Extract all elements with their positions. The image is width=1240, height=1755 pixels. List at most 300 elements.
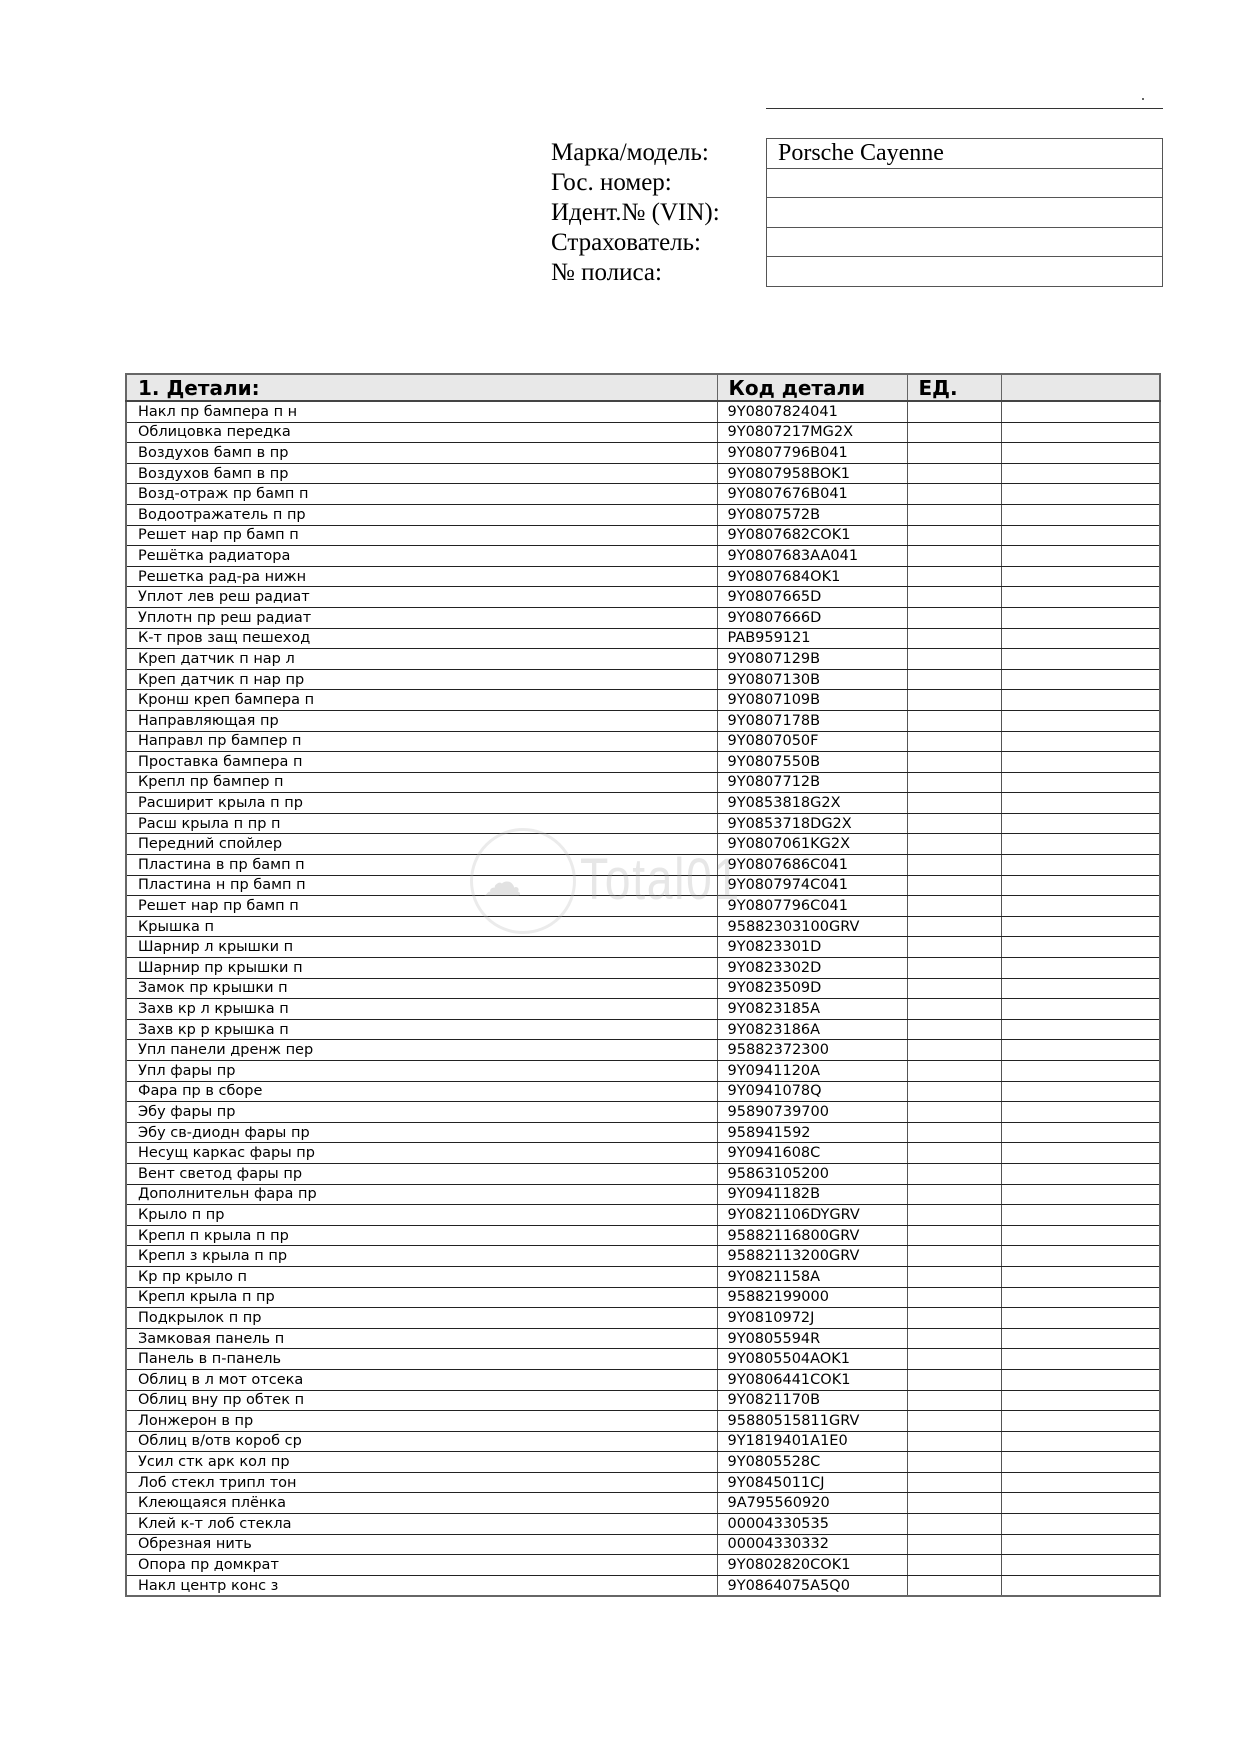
unit-cell[interactable] [907,1287,1001,1308]
part-name-cell: Фара пр в сборе [126,1081,717,1102]
extra-cell[interactable] [1001,587,1160,608]
unit-cell[interactable] [907,463,1001,484]
unit-cell[interactable] [907,772,1001,793]
unit-cell[interactable] [907,1061,1001,1082]
part-name-cell: Упл фары пр [126,1061,717,1082]
table-row [126,772,1160,793]
part-code-cell: 95882116800GRV [717,1225,907,1246]
header-rule [766,108,1163,109]
unit-cell[interactable] [907,1205,1001,1226]
part-code-cell: 9Y0807684OK1 [717,566,907,587]
part-name-cell: Возд-отраж пр бамп п [126,484,717,505]
extra-cell[interactable] [1001,1246,1160,1267]
column-header-extra [1001,374,1160,401]
extra-cell[interactable] [1001,690,1160,711]
part-code-cell: 95882113200GRV [717,1246,907,1267]
part-code-cell: 9Y0807572B [717,504,907,525]
unit-cell[interactable] [907,443,1001,464]
extra-cell[interactable] [1001,1390,1160,1411]
table-row [126,1431,1160,1452]
table-row [126,896,1160,917]
table-row [126,916,1160,937]
extra-cell[interactable] [1001,1555,1160,1576]
label-make-model: Марка/модель: [551,139,709,166]
unit-cell[interactable] [907,1040,1001,1061]
extra-cell[interactable] [1001,1102,1160,1123]
cloud-logo-icon: ☁ [482,860,522,906]
table-row [126,525,1160,546]
table-row [126,484,1160,505]
extra-cell[interactable] [1001,937,1160,958]
extra-cell[interactable] [1001,1431,1160,1452]
extra-cell[interactable] [1001,978,1160,999]
unit-cell[interactable] [907,1575,1001,1596]
part-code-cell: 9Y0807676B041 [717,484,907,505]
unit-cell[interactable] [907,649,1001,670]
table-row [126,1534,1160,1555]
part-name-cell: Крепл пр бампер п [126,772,717,793]
part-name-cell: Пластина в пр бамп п [126,855,717,876]
unit-cell[interactable] [907,1081,1001,1102]
unit-cell[interactable] [907,587,1001,608]
unit-cell[interactable] [907,1514,1001,1535]
table-row [126,1246,1160,1267]
unit-cell[interactable] [907,752,1001,773]
part-code-cell: 9Y0853718DG2X [717,813,907,834]
part-name-cell: Расш крыла п пр п [126,813,717,834]
part-code-cell: 9Y0807129B [717,649,907,670]
unit-cell[interactable] [907,1555,1001,1576]
table-row [126,1266,1160,1287]
unit-cell[interactable] [907,1102,1001,1123]
extra-cell[interactable] [1001,1349,1160,1370]
extra-cell[interactable] [1001,1514,1160,1535]
part-name-cell: Крышка п [126,916,717,937]
part-name-cell: Проставка бампера п [126,752,717,773]
unit-cell[interactable] [907,566,1001,587]
extra-cell[interactable] [1001,855,1160,876]
unit-cell[interactable] [907,1184,1001,1205]
part-code-cell: 9Y0864075A5Q0 [717,1575,907,1596]
part-name-cell: Крепл крыла п пр [126,1287,717,1308]
extra-cell[interactable] [1001,422,1160,443]
unit-cell[interactable] [907,1266,1001,1287]
extra-cell[interactable] [1001,1534,1160,1555]
extra-cell[interactable] [1001,463,1160,484]
extra-cell[interactable] [1001,1472,1160,1493]
part-name-cell: Уплотн пр реш радиат [126,607,717,628]
unit-cell[interactable] [907,958,1001,979]
unit-cell[interactable] [907,504,1001,525]
column-header-unit: ЕД. [907,374,1001,401]
table-row [126,1205,1160,1226]
table-row [126,834,1160,855]
extra-cell[interactable] [1001,443,1160,464]
part-name-cell: Решет нар пр бамп п [126,896,717,917]
unit-cell[interactable] [907,1349,1001,1370]
unit-cell[interactable] [907,1472,1001,1493]
part-name-cell: Клеющаяся плёнка [126,1493,717,1514]
part-name-cell: Замковая панель п [126,1328,717,1349]
table-row [126,1225,1160,1246]
part-name-cell: Захв кр р крышка п [126,1019,717,1040]
unit-cell[interactable] [907,855,1001,876]
extra-cell[interactable] [1001,1205,1160,1226]
part-code-cell: 9Y0805594R [717,1328,907,1349]
extra-cell[interactable] [1001,710,1160,731]
column-header-part-code: Код детали [717,374,907,401]
table-row [126,401,1160,422]
part-code-cell: 9Y0807550B [717,752,907,773]
part-code-cell: 9Y1819401A1E0 [717,1431,907,1452]
unit-cell[interactable] [907,1369,1001,1390]
extra-cell[interactable] [1001,504,1160,525]
table-row [126,1328,1160,1349]
extra-cell[interactable] [1001,607,1160,628]
table-row [126,710,1160,731]
field-make-model[interactable]: Porsche Cayenne [767,139,1162,169]
extra-cell[interactable] [1001,1575,1160,1596]
unit-cell[interactable] [907,1493,1001,1514]
extra-cell[interactable] [1001,772,1160,793]
extra-cell[interactable] [1001,896,1160,917]
part-code-cell: 9Y0807178B [717,710,907,731]
unit-cell[interactable] [907,1308,1001,1329]
table-row [126,1472,1160,1493]
unit-cell[interactable] [907,1534,1001,1555]
extra-cell[interactable] [1001,1081,1160,1102]
part-name-cell: Облиц вну пр обтек п [126,1390,717,1411]
unit-cell[interactable] [907,834,1001,855]
part-code-cell: 9Y0941078Q [717,1081,907,1102]
unit-cell[interactable] [907,1019,1001,1040]
extra-cell[interactable] [1001,525,1160,546]
unit-cell[interactable] [907,1246,1001,1267]
unit-cell[interactable] [907,999,1001,1020]
extra-cell[interactable] [1001,1040,1160,1061]
header-dot-mark [1142,98,1144,100]
part-code-cell: 9Y0823302D [717,958,907,979]
part-name-cell: Креп датчик п нар пр [126,669,717,690]
table-row [126,1102,1160,1123]
part-code-cell: 95882372300 [717,1040,907,1061]
extra-cell[interactable] [1001,916,1160,937]
extra-cell[interactable] [1001,793,1160,814]
table-row [126,937,1160,958]
part-name-cell: Направляющая пр [126,710,717,731]
part-code-cell: 9Y0823509D [717,978,907,999]
part-code-cell: PAB959121 [717,628,907,649]
table-row [126,546,1160,567]
table-row [126,422,1160,443]
table-header-row [126,374,1160,401]
unit-cell[interactable] [907,690,1001,711]
part-code-cell: 00004330535 [717,1514,907,1535]
extra-cell[interactable] [1001,546,1160,567]
part-code-cell: 9Y0807712B [717,772,907,793]
part-name-cell: Решётка радиатора [126,546,717,567]
part-code-cell: 9Y0805504AOK1 [717,1349,907,1370]
part-name-cell: Направл пр бампер п [126,731,717,752]
extra-cell[interactable] [1001,731,1160,752]
unit-cell[interactable] [907,896,1001,917]
table-row [126,463,1160,484]
part-name-cell: Решетка рад-ра нижн [126,566,717,587]
extra-cell[interactable] [1001,1061,1160,1082]
part-code-cell: 9Y0821106DYGRV [717,1205,907,1226]
table-row [126,1514,1160,1535]
table-row [126,1493,1160,1514]
unit-cell[interactable] [907,875,1001,896]
part-name-cell: Облиц в л мот отсека [126,1369,717,1390]
unit-cell[interactable] [907,607,1001,628]
part-name-cell: Облицовка передка [126,422,717,443]
part-name-cell: Накл центр конс з [126,1575,717,1596]
part-name-cell: Лоб стекл трипл тон [126,1472,717,1493]
unit-cell[interactable] [907,710,1001,731]
part-name-cell: К-т пров защ пешеход [126,628,717,649]
extra-cell[interactable] [1001,669,1160,690]
part-code-cell: 9Y0807796B041 [717,443,907,464]
unit-cell[interactable] [907,669,1001,690]
table-row [126,1555,1160,1576]
extra-cell[interactable] [1001,1411,1160,1432]
unit-cell[interactable] [907,731,1001,752]
table-row [126,669,1160,690]
part-name-cell: Кронш креп бампера п [126,690,717,711]
label-plate-number: Гос. номер: [551,169,672,196]
part-name-cell: Пластина н пр бамп п [126,875,717,896]
unit-cell[interactable] [907,1163,1001,1184]
table-row [126,855,1160,876]
part-code-cell: 9Y0941608C [717,1143,907,1164]
unit-cell[interactable] [907,546,1001,567]
extra-cell[interactable] [1001,1019,1160,1040]
table-row [126,813,1160,834]
part-name-cell: Креп датчик п нар л [126,649,717,670]
part-name-cell: Передний спойлер [126,834,717,855]
column-header-parts: 1. Детали: [126,374,717,401]
extra-cell[interactable] [1001,999,1160,1020]
part-name-cell: Уплот лев реш радиат [126,587,717,608]
table-row [126,1184,1160,1205]
unit-cell[interactable] [907,1411,1001,1432]
extra-cell[interactable] [1001,484,1160,505]
part-code-cell: 95890739700 [717,1102,907,1123]
field-policy-number[interactable] [767,257,1162,287]
part-name-cell: Облиц в/отв короб ср [126,1431,717,1452]
part-name-cell: Захв кр л крышка п [126,999,717,1020]
part-code-cell: 9Y0807682COK1 [717,525,907,546]
part-code-cell: 9Y0807061KG2X [717,834,907,855]
table-row [126,443,1160,464]
unit-cell[interactable] [907,813,1001,834]
part-name-cell: Подкрылок п пр [126,1308,717,1329]
table-row [126,1019,1160,1040]
extra-cell[interactable] [1001,1266,1160,1287]
unit-cell[interactable] [907,1225,1001,1246]
extra-cell[interactable] [1001,875,1160,896]
extra-cell[interactable] [1001,628,1160,649]
table-row [126,1163,1160,1184]
unit-cell[interactable] [907,1452,1001,1473]
unit-cell[interactable] [907,1122,1001,1143]
part-name-cell: Вент светод фары пр [126,1163,717,1184]
field-plate-number[interactable] [767,169,1162,199]
watermark-text: Total01 [580,847,741,912]
table-row [126,752,1160,773]
vehicle-fields [766,138,1163,287]
part-name-cell: Обрезная нить [126,1534,717,1555]
part-code-cell: 9Y0807130B [717,669,907,690]
part-code-cell: 9Y0845011CJ [717,1472,907,1493]
part-code-cell: 9Y0821158A [717,1266,907,1287]
part-code-cell: 95863105200 [717,1163,907,1184]
part-code-cell: 9Y0802820COK1 [717,1555,907,1576]
part-code-cell: 9Y0807686C041 [717,855,907,876]
part-name-cell: Крепл п крыла п пр [126,1225,717,1246]
part-code-cell: 9Y0807109B [717,690,907,711]
part-name-cell: Клей к-т лоб стекла [126,1514,717,1535]
table-row [126,649,1160,670]
unit-cell[interactable] [907,1328,1001,1349]
extra-cell[interactable] [1001,752,1160,773]
extra-cell[interactable] [1001,958,1160,979]
unit-cell[interactable] [907,628,1001,649]
parts-table-body [126,401,1160,1596]
table-row [126,628,1160,649]
part-name-cell: Кр пр крыло п [126,1266,717,1287]
unit-cell[interactable] [907,1431,1001,1452]
part-code-cell: 958941592 [717,1122,907,1143]
part-name-cell: Расширит крыла п пр [126,793,717,814]
extra-cell[interactable] [1001,566,1160,587]
table-row [126,1349,1160,1370]
extra-cell[interactable] [1001,834,1160,855]
extra-cell[interactable] [1001,1163,1160,1184]
extra-cell[interactable] [1001,1184,1160,1205]
part-code-cell: 9A795560920 [717,1493,907,1514]
extra-cell[interactable] [1001,813,1160,834]
unit-cell[interactable] [907,916,1001,937]
part-code-cell: 9Y0941182B [717,1184,907,1205]
part-code-cell: 9Y0807665D [717,587,907,608]
extra-cell[interactable] [1001,401,1160,422]
table-row [126,1081,1160,1102]
part-name-cell: Усил стк арк кол пр [126,1452,717,1473]
part-code-cell: 9Y0853818G2X [717,793,907,814]
part-code-cell: 9Y0807796C041 [717,896,907,917]
part-name-cell: Воздухов бамп в пр [126,443,717,464]
part-code-cell: 9Y0821170B [717,1390,907,1411]
table-row [126,1369,1160,1390]
extra-cell[interactable] [1001,1452,1160,1473]
table-row [126,690,1160,711]
table-row [126,1411,1160,1432]
extra-cell[interactable] [1001,1369,1160,1390]
unit-cell[interactable] [907,1390,1001,1411]
part-name-cell: Лонжерон в пр [126,1411,717,1432]
part-code-cell: 9Y0823186A [717,1019,907,1040]
part-name-cell: Эбу фары пр [126,1102,717,1123]
part-code-cell: 9Y0810972J [717,1308,907,1329]
label-policyholder: Страхователь: [551,229,701,256]
vehicle-labels [551,138,720,288]
unit-cell[interactable] [907,401,1001,422]
table-row [126,1452,1160,1473]
field-policyholder[interactable] [767,228,1162,258]
part-code-cell: 95880515811GRV [717,1411,907,1432]
part-name-cell: Накл пр бампера п н [126,401,717,422]
field-vin[interactable] [767,198,1162,228]
part-code-cell: 9Y0807958BOK1 [717,463,907,484]
extra-cell[interactable] [1001,1122,1160,1143]
part-name-cell: Крыло п пр [126,1205,717,1226]
unit-cell[interactable] [907,1143,1001,1164]
part-code-cell: 9Y0823301D [717,937,907,958]
table-row [126,1143,1160,1164]
table-row [126,1122,1160,1143]
part-name-cell: Эбу св-диодн фары пр [126,1122,717,1143]
unit-cell[interactable] [907,422,1001,443]
part-name-cell: Панель в п-панель [126,1349,717,1370]
extra-cell[interactable] [1001,1287,1160,1308]
table-row [126,504,1160,525]
unit-cell[interactable] [907,793,1001,814]
part-name-cell: Опора пр домкрат [126,1555,717,1576]
extra-cell[interactable] [1001,1143,1160,1164]
part-name-cell: Замок пр крышки п [126,978,717,999]
table-row [126,731,1160,752]
unit-cell[interactable] [907,525,1001,546]
table-row [126,978,1160,999]
table-row [126,587,1160,608]
unit-cell[interactable] [907,978,1001,999]
part-code-cell: 9Y0823185A [717,999,907,1020]
unit-cell[interactable] [907,484,1001,505]
part-code-cell: 95882199000 [717,1287,907,1308]
part-code-cell: 9Y0807050F [717,731,907,752]
table-row [126,875,1160,896]
part-code-cell: 9Y0807824041 [717,401,907,422]
table-row [126,958,1160,979]
table-row [126,1308,1160,1329]
extra-cell[interactable] [1001,1493,1160,1514]
parts-table [125,373,1161,1597]
part-code-cell: 9Y0805528C [717,1452,907,1473]
part-name-cell: Шарнир пр крышки п [126,958,717,979]
part-name-cell: Решет нар пр бамп п [126,525,717,546]
table-row [126,1040,1160,1061]
extra-cell[interactable] [1001,1225,1160,1246]
part-code-cell: 9Y0806441COK1 [717,1369,907,1390]
part-name-cell: Крепл з крыла п пр [126,1246,717,1267]
label-vin: Идент.№ (VIN): [551,199,720,226]
extra-cell[interactable] [1001,1328,1160,1349]
part-name-cell: Упл панели дренж пер [126,1040,717,1061]
part-name-cell: Дополнительн фара пр [126,1184,717,1205]
table-row [126,793,1160,814]
part-code-cell: 00004330332 [717,1534,907,1555]
table-row [126,566,1160,587]
part-name-cell: Несущ каркас фары пр [126,1143,717,1164]
table-row [126,1575,1160,1596]
extra-cell[interactable] [1001,649,1160,670]
part-name-cell: Водоотражатель п пр [126,504,717,525]
unit-cell[interactable] [907,937,1001,958]
table-row [126,999,1160,1020]
extra-cell[interactable] [1001,1308,1160,1329]
